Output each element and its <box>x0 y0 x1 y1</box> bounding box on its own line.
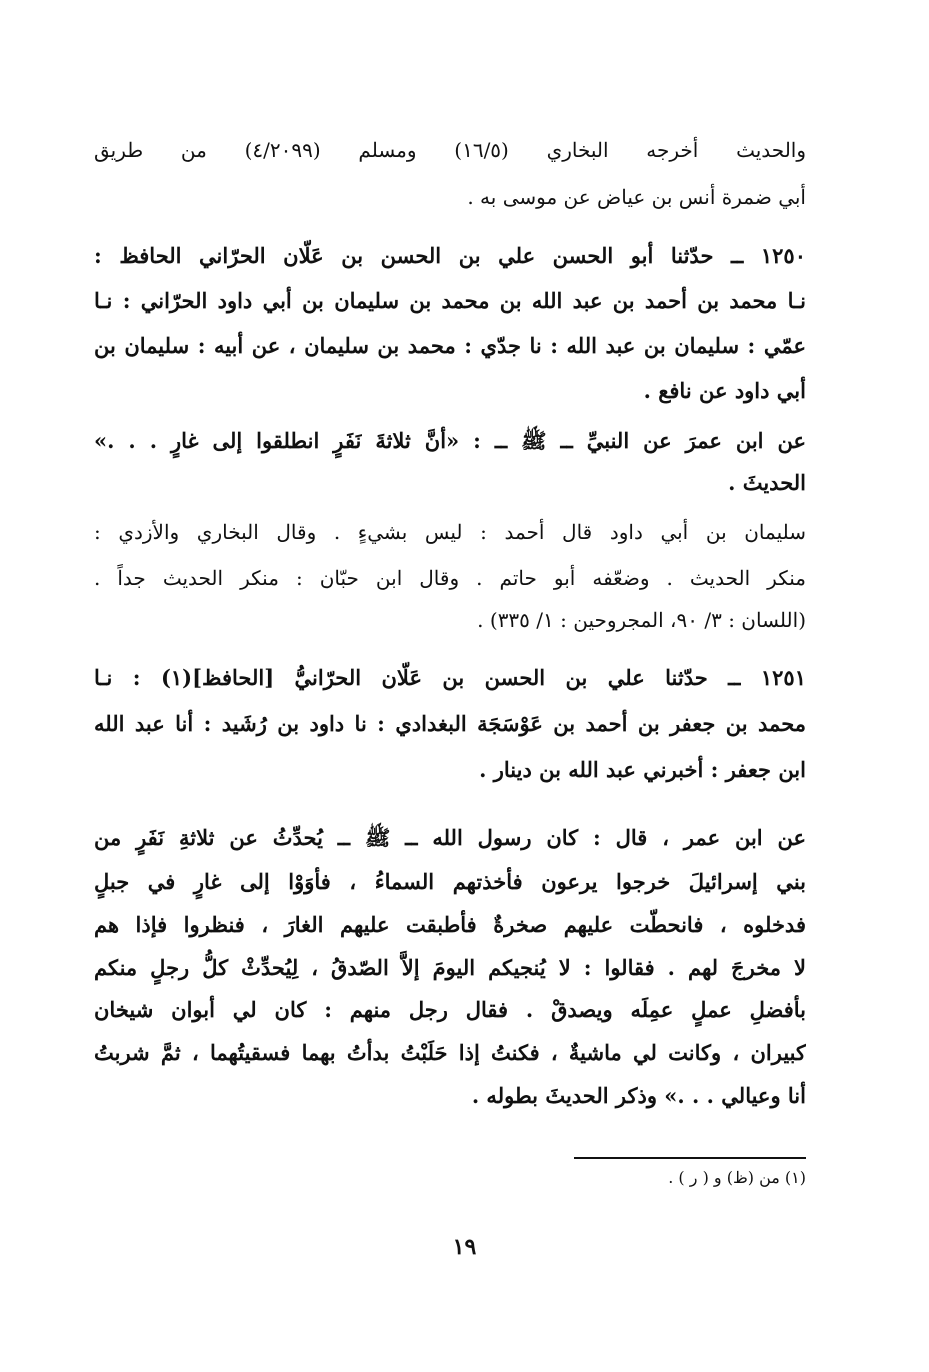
text-line: منكر الحديث . وضعّفه أبو حاتم . وقال ابن حبّان : منكر الحديث جداً . <box>94 566 806 590</box>
text-line: كبيران ، وكانت لي ماشيةٌ ، فكنتُ إذا حَلَبْتُ بدأتُ بهما فسقيتُهما ، ثمَّ شربتُ <box>94 1040 806 1065</box>
text-line: فدخلوه ، فانحطّت عليهم صخرةٌ فأطبقت عليهم الغارَ ، فنظروا فإذا هم <box>94 912 806 937</box>
text-line: الحديثَ . <box>728 470 806 495</box>
text-line: أبي ضمرة أنس بن عياض عن موسى به . <box>467 185 806 209</box>
text-line: لا مخرجَ لهم . فقالوا : لا يُنجيكم اليومَ إلاَّ الصّدقُ ، لِيُحدِّثْ كلُّ رجلٍ منكم <box>94 955 806 980</box>
text-line: ابن جعفر : أخبرني عبد الله بن دينار . <box>479 757 806 782</box>
footnote-rule <box>574 1157 806 1159</box>
text-line: أبي داود عن نافع . <box>643 378 806 403</box>
hadith-1250-heading: ١٢٥٠ ــ حدّثنا أبو الحسن علي بن الحسن بن عَلّان الحرّاني الحافظ : <box>94 243 806 268</box>
text-line: (اللسان : ٣/ ٩٠، المجروحين : ١/ ٣٣٥) . <box>477 608 806 632</box>
text-line: عن ابن عمر ، قال : كان رسول الله ــ ﷺ ــ يُحدِّثُ عن ثلاثةِ نَفَرٍ من <box>94 825 806 850</box>
footnote: (١) من (ظ) و ( ر ) . <box>668 1168 806 1187</box>
page-number: ١٩ <box>452 1234 477 1260</box>
text-line: بأفضلِ عملٍ عمِلَه ويصدقْ . فقال رجل منهم : كان لي أبوان شيخان <box>94 997 806 1022</box>
text-line: سليمان بن أبي داود قال أحمد : ليس بشيءٍ . وقال البخاري والأزدي : <box>94 520 806 544</box>
hadith-1251-heading: ١٢٥١ ــ حدّثنا علي بن الحسن بن عَلّان الحرّانيُّ [الحافظ](١) : نـا <box>94 665 806 690</box>
text-line: نـا محمد بن أحمد بن عبد الله بن محمد بن سليمان بن أبي داود الحرّاني : نـا <box>94 288 806 313</box>
text-line: بني إسرائيلَ خرجوا يرعون فأخذتهم السماءُ ، فأوَوْا إلى غارٍ في جبلٍ <box>94 869 806 894</box>
text-line: عمّي : سليمان بن عبد الله : نا جدّي : محمد بن سليمان ، عن أبيه : سليمان بن <box>94 333 806 358</box>
text-line: والحديث أخرجه البخاري (١٦/٥) ومسلم (٤/٢٠٩٩) من طريق <box>94 138 806 162</box>
text-line: عن ابن عمرَ عن النبيِّ ــ ﷺ ــ : «أنَّ ثلاثةَ نَفَرٍ انطلقوا إلى غارٍ . . .» <box>94 428 806 453</box>
text-line: أنا وعيالي . . .» وذكر الحديثَ بطوله . <box>471 1083 806 1108</box>
text-line: محمد بن جعفر بن أحمد بن عَوْسَجَة البغدادي : نا داود بن رُشَيد : أنا عبد الله <box>94 711 806 736</box>
